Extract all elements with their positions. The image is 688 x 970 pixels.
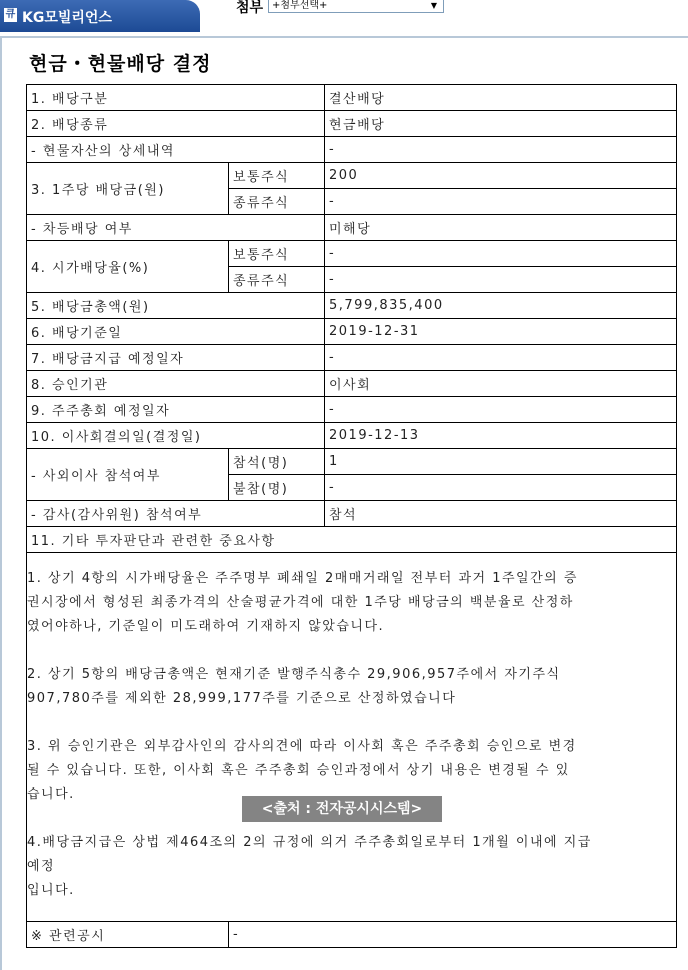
row-label: 2. 배당종류 [27, 111, 325, 137]
table-row [27, 85, 677, 111]
chevron-down-icon: ▼ [430, 1, 437, 10]
row-sublabel: 종류주식 [229, 189, 325, 215]
row-sublabel: 보통주식 [229, 163, 325, 189]
top-bar [0, 0, 688, 34]
row-value: - [325, 189, 677, 215]
table-row [27, 501, 677, 527]
table-row [27, 319, 677, 345]
row-value: 결산배당 [325, 85, 677, 111]
note-line: 2. 상기 5항의 배당금총액은 현재기준 발행주식총수 29,906,957주에서 자기주식 [27, 667, 561, 682]
page-title: 현금・현물배당 결정 [29, 53, 212, 75]
note-line: 예정 [27, 859, 56, 874]
row-value: - [325, 397, 677, 423]
table-row [27, 137, 677, 163]
table-row [27, 527, 677, 553]
note-line: 입니다. [27, 883, 75, 898]
row-label: 5. 배당금총액(원) [27, 293, 325, 319]
note-line: 될 수 있습니다. 또한, 이사회 혹은 주주총회 승인과정에서 상기 내용은 변경될 수 있 [27, 763, 570, 778]
source-watermark: <출처 : 전자공시시스템> [242, 796, 442, 822]
row-value: 미해당 [325, 215, 677, 241]
note-line: 였어야하나, 기준일이 미도래하여 기재하지 않았습니다. [27, 619, 385, 634]
row-value: 현금배당 [325, 111, 677, 137]
table-row [27, 163, 677, 189]
table-row [27, 449, 677, 475]
note-paragraph [27, 567, 676, 639]
note-paragraph [27, 831, 676, 903]
table-row [27, 922, 677, 948]
note-line: 3. 위 승인기관은 외부감사인의 감사의견에 따라 이사회 혹은 주주총회 승인으로 변경 [27, 739, 577, 754]
row-value: 참석 [325, 501, 677, 527]
row-sublabel: 보통주식 [229, 241, 325, 267]
table-row [27, 397, 677, 423]
notes-cell [27, 553, 677, 922]
brand-title: KG모빌리언스 [22, 10, 112, 26]
row-sublabel: 불참(명) [229, 475, 325, 501]
row-value: - [325, 137, 677, 163]
row-label: 7. 배당금지급 예정일자 [27, 345, 325, 371]
note-line: 907,780주를 제외한 28,999,177주를 기준으로 산정하였습니다 [27, 691, 457, 706]
row-label: 10. 이사회결의일(결정일) [27, 423, 325, 449]
row-label: 11. 기타 투자판단과 관련한 중요사항 [27, 527, 677, 553]
brand-logo-icon: 큐 [5, 9, 16, 20]
row-label: - 현물자산의 상세내역 [27, 137, 325, 163]
row-label: 8. 승인기관 [27, 371, 325, 397]
row-label: 9. 주주총회 예정일자 [27, 397, 325, 423]
note-paragraph [27, 663, 676, 711]
row-value: 2019-12-31 [325, 319, 677, 345]
row-label: - 사외이사 참석여부 [27, 449, 229, 501]
attach-select-value: +첨부선택+ [272, 0, 328, 11]
table-row [27, 345, 677, 371]
row-sublabel: 참석(명) [229, 449, 325, 475]
row-label: 6. 배당기준일 [27, 319, 325, 345]
row-value: 이사회 [325, 371, 677, 397]
attach-label: 첨부 [236, 0, 264, 16]
row-value: - [229, 922, 677, 948]
brand-tab[interactable] [0, 0, 200, 32]
row-sublabel: 종류주식 [229, 267, 325, 293]
row-label: 3. 1주당 배당금(원) [27, 163, 229, 215]
table-row [27, 241, 677, 267]
note-line: 습니다. [27, 787, 75, 802]
note-line: 4.배당금지급은 상법 제464조의 2의 규정에 의거 주주총회일로부터 1개월 이내에 지급 [27, 835, 592, 850]
table-row [27, 371, 677, 397]
row-label: ※ 관련공시 [27, 922, 229, 948]
row-value: 200 [325, 163, 677, 189]
row-label: - 차등배당 여부 [27, 215, 325, 241]
row-value: - [325, 475, 677, 501]
row-value: - [325, 241, 677, 267]
table-row [27, 111, 677, 137]
row-label: - 감사(감사위원) 참석여부 [27, 501, 325, 527]
table-row [27, 215, 677, 241]
row-label: 1. 배당구분 [27, 85, 325, 111]
row-label: 4. 시가배당율(%) [27, 241, 229, 293]
row-value: 2019-12-13 [325, 423, 677, 449]
notes-row [27, 553, 677, 922]
note-line: 1. 상기 4항의 시가배당율은 주주명부 폐쇄일 2매매거래일 전부터 과거 1주일간의 증 [27, 571, 578, 586]
table-row [27, 293, 677, 319]
row-value: - [325, 345, 677, 371]
attach-select[interactable] [268, 0, 444, 13]
row-value: 5,799,835,400 [325, 293, 677, 319]
note-line: 권시장에서 형성된 최종가격의 산술평균가격에 대한 1주당 배당금의 백분율로 산정하 [27, 595, 574, 610]
row-value: 1 [325, 449, 677, 475]
row-value: - [325, 267, 677, 293]
table-row [27, 423, 677, 449]
